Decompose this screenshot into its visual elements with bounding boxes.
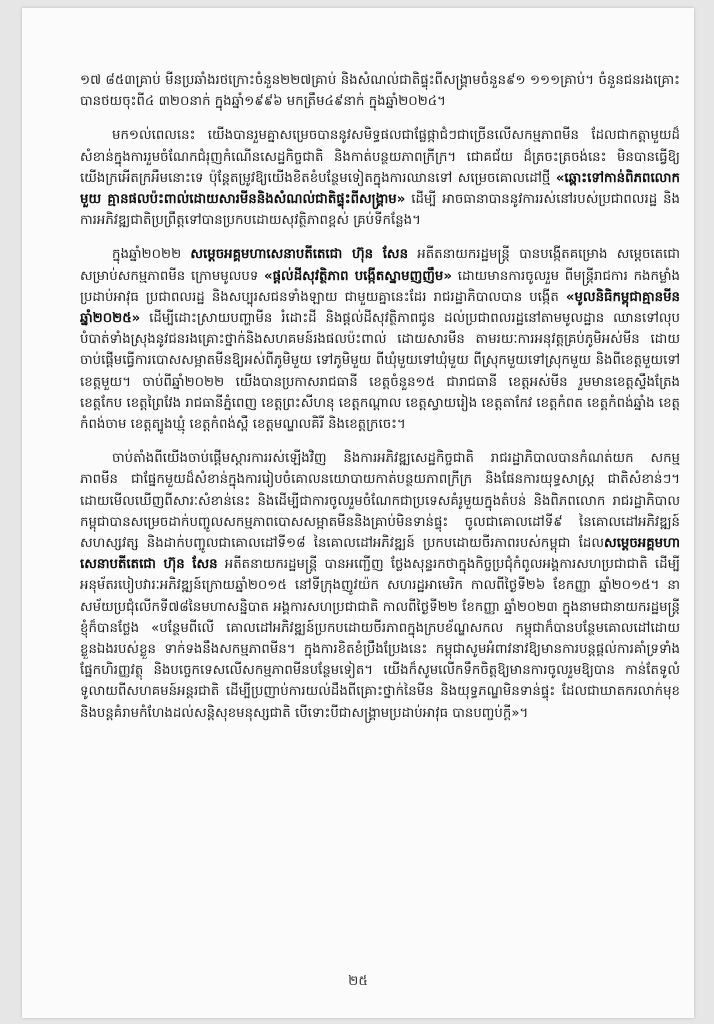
fund-name: «មូលនិធិកម្ពុជាគ្មានមីន ឆ្នាំ២០២៥» bbox=[80, 289, 680, 327]
paragraph-1-text: ១៧ ៨៥៣គ្រាប់ មីនប្រឆាំងរថក្រោះចំនួន២២៧គ្រាប់ និងសំណល់ជាតិផ្ទុះពីសង្គ្រាមចំនួន៩១ ១១១គ្រាប់។ ចំនួនជនរងគ្រោះបានថយចុះពី៤ ៣២០នាក់ ក្នុងឆ្នាំ១៩៩៦ មកត្រឹម៤៩នាក់ ក្នុងឆ្នាំ២០២៤។ bbox=[80, 73, 680, 110]
leader-name: សម្តេចអគ្គមហាសេនាបតីតេជោ ហ៊ុន សែន bbox=[190, 247, 409, 263]
goal-quote: «ឆ្ពោះទៅកាន់ពិភពលោកមួយ គ្មានផលប៉ះពាល់ដោយសារមីននិងសំណល់ជាតិផ្ទុះពីសង្គ្រាម» bbox=[80, 170, 680, 208]
paragraph-2-text-a: មក១ល់ពេលនេះ យើងបានរួមគ្នាសម្រេចបាននូវសមិទ្ធផលជាផ្លែផ្កាជំៗជាច្រើនលើសកម្មភាពមីន ដែលជាកត្តាមួយដ៏សំខាន់ក្នុងការរួមចំណែកជំរុញកំណើនសេដ្ឋកិច្ចជាតិ និងកាត់បន្ថយភាពក្រីក្រ។ ជោគជ័យ ដ៏ត្រចះត្រចង់នេះ មិនបានធ្វើឱ្យយើងក្រអើតក្រអឺមនោះទេ ប៉ុន្តែតម្រូវឱ្យយើងខិតខំបន្ថែមទៀតក្នុងការឈានទៅ សម្រេចគោលដៅថ្មី bbox=[80, 128, 680, 186]
paragraph-3-text-b: អតីតនាយករដ្ឋមន្ត្រី បានបង្កើតគម្រោង សម្តេចតេជោសម្រាប់សកម្មភាពមីន ក្រោមមូលបទ bbox=[80, 247, 681, 284]
paragraph-1 bbox=[80, 70, 680, 112]
paragraph-3-text-c: ដោយមានការចូលរួម ពីមន្ត្រីរាជការ កងកម្លាំងប្រដាប់អាវុធ ប្រជាពលរដ្ឋ និងសប្បុរសជនទាំងឡាយ ជាមួយគ្នានេះដែរ រាជរដ្ឋាភិបាលបាន បង្កើត bbox=[80, 268, 680, 305]
page-body bbox=[80, 70, 680, 737]
paragraph-4-text-a: ចាប់តាំងពីយើងចាប់ផ្តើមស្តារការរស់ឡើងវិញ និងការអភិវឌ្ឍសេដ្ឋកិច្ចជាតិ រាជរដ្ឋាភិបាលបានកំណត់យក សកម្មភាពមីន ជាផ្នែកមួយដ៏សំខាន់ក្នុងការរៀបចំគោលនយោបាយកាត់បន្ថយភាពក្រីក្រ និងផែនការយុទ្ធសាស្ត្រ ជាតិសំខាន់ៗ។ ដោយមើលឃើញពីសារៈសំខាន់នេះ និងដើម្បីជាការចូលរួមចំណែកជាប្រទេសគំរូមួយក្នុងតំបន់ និងពិភពលោក រាជរដ្ឋាភិបាលកម្ពុជាបានសម្រេចដាក់បញ្ចូលសកម្មភាពបោសសម្អាតមីននិងគ្រាប់មិនទាន់ផ្ទុះ ចូលជាគោលដៅទី៩ នៃគោលដៅអភិវឌ្ឍន៍សហស្សវត្ស និងដាក់បញ្ចូលជាគោលដៅទី១៨ នៃគោលដៅអភិវឌ្ឍន៍ ប្រកបដោយចីរភាពរបស់កម្ពុជា ដែល bbox=[80, 451, 680, 552]
paragraph-3-text-a: ក្នុងឆ្នាំ២០២២ bbox=[112, 247, 191, 263]
page-number: ២៥ bbox=[348, 973, 368, 989]
paragraph-2-text-b: ដើម្បី អាចធានាបាននូវការរស់នៅរបស់ប្រជាពលរដ្ឋ និងការអភិវឌ្ឍជាតិប្រព្រឹត្តទៅបានប្រកបដោយសុវត្ថិភាពខ្ពស់ គ្រប់ទីកន្លែង។ bbox=[80, 192, 680, 229]
paragraph-2 bbox=[80, 125, 680, 231]
paragraph-3-text-d: ដើម្បីដោះស្រាយបញ្ហាមីន រំដោះដី និងផ្តល់ដីសុវត្ថិភាពជូន ដល់ប្រជាពលរដ្ឋនៅតាមមូលដ្ឋាន ឈានទៅលុបបំបាត់ទាំងស្រុងនូវជនរងគ្រោះថ្នាក់និងសហគមន៍រងផលប៉ះពាល់ ដោយសារមីន តាមរយៈការអនុវត្តគ្រប់ភូមិអស់មីន ដោយចាប់ផ្តើមធ្វើការបោសសម្អាតមីនឱ្យអស់ពីភូមិមួយ ទៅភូមិមួយ ពីឃុំមួយទៅឃុំមួយ ពីស្រុកមួយទៅស្រុកមួយ និងពីខេត្តមួយទៅខេត្តមួយ។ ចាប់ពីឆ្នាំ២០២២ យើងបានប្រកាសរាជធានី ខេត្តចំនួន១៥ ជារាជធានី ខេត្តអស់មីន រួមមានខេត្តស្ទឹងត្រែង ខេត្តកែប ខេត្តព្រៃវែង រាជធានីភ្នំពេញ ខេត្តព្រះសីហនុ ខេត្តកណ្តាល ខេត្តស្វាយរៀង ខេត្តតាកែវ ខេត្តកំពត ខេត្តកំពង់ឆ្នាំង ខេត្តកំពង់ចាម ខេត្តត្បូងឃ្មុំ ខេត្តកំពង់ស្ពឺ ខេត្តមណ្ឌលគិរី និងខេត្តក្រចេះ។ bbox=[80, 311, 680, 433]
paragraph-4-text-b: អតីតនាយករដ្ឋមន្ត្រី បានអញ្ជើញ ថ្លែងសុន្ទរកថាក្នុងកិច្ចប្រជុំកំពូលអង្គការសហប្រជាជាតិ ដើម្បីអនុម័តរបៀបវារៈអភិវឌ្ឍន៍ក្រោយឆ្នាំ២០១៥ នៅទីក្រុងញូវយ៉ក សហរដ្ឋអាមេរិក កាលពីថ្ងៃទី២៦ ខែកញ្ញា ឆ្នាំ២០១៥។ នាសម័យប្រជុំលើកទី៧៨នៃមហាសន្និបាត អង្គការសហប្រជាជាតិ កាលពីថ្ងៃទី២២ ខែកញ្ញា ឆ្នាំ២០២៣ ក្នុងនាមជានាយករដ្ឋមន្ត្រី ខ្ញុំក៏បានថ្លែង «បន្ថែមពីលើ គោលដៅអភិវឌ្ឍន៍ប្រកបដោយចីរភាពក្នុងក្របខ័ណ្ឌសកល កម្ពុជាក៏បានបន្ថែមគោលដៅដោយខ្លួនឯងរបស់ខ្លួន ទាក់ទងនឹងសកម្មភាពមីន។ ក្នុងការខិតខំប្រឹងប្រែងនេះ កម្ពុជាសូមអំពាវនាវឱ្យមានការបន្តផ្តល់ការគាំទ្រទាំង ផ្នែកហិរញ្ញវត្ថុ និងបច្ចេកទេសលើសកម្មភាពមីនបន្ថែមទៀត។ យើងក៏សូមលើកទឹកចិត្តឱ្យមានការចូលរួមឱ្យបាន កាន់តែទូលំទូលាយពីសហគមន៍អន្តរជាតិ ដើម្បីប្រញាប់ការយល់ដឹងពីគ្រោះថ្នាក់នៃមីន និងយុទ្ធភណ្ឌមិនទាន់ផ្ទុះ ដែលជាឃាតករលាក់មុខ និងបន្តគំរាមកំហែងដល់សន្តិសុខមនុស្សជាតិ បើទោះបីជាសង្គ្រាមប្រដាប់អាវុធ បានបញ្ចប់ក្តី»។ bbox=[80, 557, 680, 721]
paragraph-4 bbox=[80, 448, 680, 724]
paragraph-3 bbox=[80, 244, 680, 435]
leader-name-2: សម្តេចអគ្គមហាសេនាបតីតេជោ ហ៊ុន សែន bbox=[80, 536, 680, 573]
motto-quote: «ផ្តល់ដីសុវត្ថិភាព បង្កើតស្នាមញញឹម» bbox=[264, 268, 452, 284]
document-page bbox=[22, 8, 694, 1018]
